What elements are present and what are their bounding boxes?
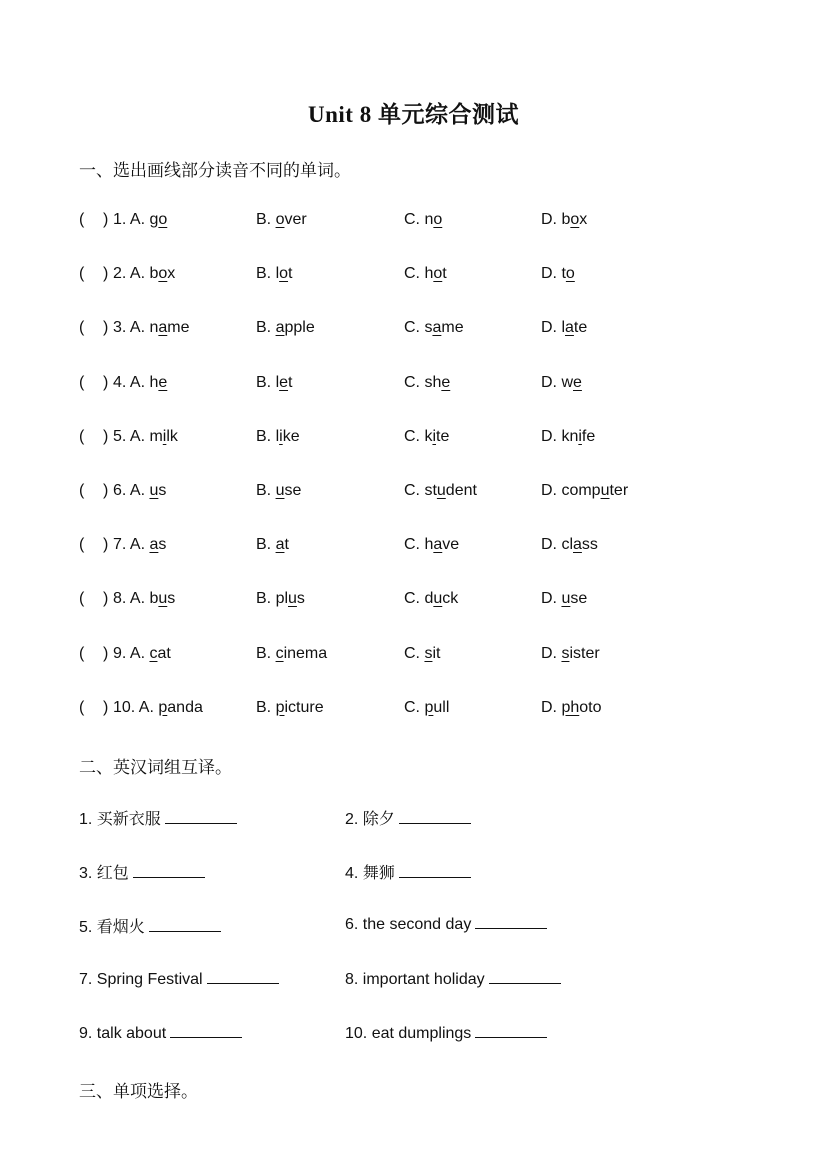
underlined-letters: u xyxy=(149,482,159,499)
phrase-right xyxy=(345,806,471,829)
underlined-letters: p xyxy=(158,698,168,716)
underlined-letters: s xyxy=(424,644,433,662)
answer-paren-open[interactable]: ( xyxy=(79,482,85,499)
phrase-text: 7. Spring Festival xyxy=(79,970,203,988)
underlined-letters: u xyxy=(433,590,443,608)
underlined-letters: i xyxy=(578,427,582,445)
underlined-letters: p xyxy=(424,698,434,716)
question-number-and-option-a: 4. A. he xyxy=(113,373,168,391)
phrase-text: 5. 看烟火 xyxy=(79,919,145,937)
answer-paren-close: ) xyxy=(103,482,109,499)
underlined-letters: o xyxy=(158,265,168,283)
option-d: D. we xyxy=(541,373,582,391)
answer-paren-close: ) xyxy=(103,265,109,283)
phrase-text: 2. 除夕 xyxy=(345,811,395,828)
answer-paren-close: ) xyxy=(103,319,109,337)
underlined-letters: e xyxy=(441,373,451,391)
underlined-letters: o xyxy=(433,211,443,228)
answer-paren-open[interactable]: ( xyxy=(79,644,85,662)
option-b: B. like xyxy=(256,427,300,445)
option-c: C. sit xyxy=(404,644,441,662)
answer-paren-open[interactable]: ( xyxy=(79,373,85,391)
underlined-letters: u xyxy=(436,482,446,499)
answer-paren-close: ) xyxy=(103,536,109,554)
option-c: C. no xyxy=(404,211,443,228)
option-b: B. plus xyxy=(256,590,305,608)
answer-blank[interactable] xyxy=(165,809,237,824)
underlined-letters: i xyxy=(279,427,283,445)
phrase-right xyxy=(345,969,561,989)
underlined-letters: e xyxy=(573,373,582,391)
phrase-text: 9. talk about xyxy=(79,1024,167,1042)
underlined-letters: o xyxy=(433,265,443,283)
answer-blank[interactable] xyxy=(399,863,471,878)
question-number-and-option-a: 1. A. go xyxy=(113,211,168,228)
underlined-letters: a xyxy=(158,319,168,337)
phrase-left xyxy=(79,860,205,883)
phrase-right xyxy=(345,1023,547,1043)
question-number-and-option-a: 3. A. name xyxy=(113,319,190,337)
underlined-letters: a xyxy=(275,536,285,554)
phrase-text: 10. eat dumplings xyxy=(345,1024,472,1042)
section-3-heading: 三、单项选择。 xyxy=(79,1082,198,1101)
underlined-letters: p xyxy=(275,698,285,716)
option-b: B. picture xyxy=(256,698,324,716)
answer-paren-open[interactable]: ( xyxy=(79,265,85,283)
answer-paren-open[interactable]: ( xyxy=(79,698,85,716)
option-d: D. computer xyxy=(541,482,629,499)
option-c: C. student xyxy=(404,482,477,499)
underlined-letters: c xyxy=(275,644,284,662)
phrase-left xyxy=(79,1023,242,1043)
option-d: D. use xyxy=(541,590,588,608)
underlined-letters: u xyxy=(158,590,168,608)
option-c: C. have xyxy=(404,536,460,554)
option-b: B. at xyxy=(256,536,289,554)
underlined-letters: a xyxy=(573,536,582,554)
phrase-text: 1. 买新衣服 xyxy=(79,811,161,828)
option-d: D. to xyxy=(541,265,575,283)
question-number-and-option-a: 10. A. panda xyxy=(113,698,203,716)
underlined-letters: i xyxy=(162,427,167,445)
option-b: B. use xyxy=(256,482,302,499)
underlined-letters: ph xyxy=(561,698,580,716)
underlined-letters: a xyxy=(432,319,442,337)
answer-paren-open[interactable]: ( xyxy=(79,211,85,228)
phrase-left xyxy=(79,969,279,989)
phrase-text: 8. important holiday xyxy=(345,970,485,988)
question-number-and-option-a: 6. A. us xyxy=(113,482,167,499)
answer-paren-open[interactable]: ( xyxy=(79,590,85,608)
underlined-letters: a xyxy=(433,536,443,554)
option-b: B. lot xyxy=(256,265,293,283)
option-d: D. class xyxy=(541,536,598,554)
option-c: C. hot xyxy=(404,265,447,283)
phrase-text: 4. 舞狮 xyxy=(345,865,395,883)
question-number-and-option-a: 5. A. milk xyxy=(113,427,178,445)
underlined-letters: u xyxy=(275,482,285,499)
answer-paren-open[interactable]: ( xyxy=(79,319,85,337)
page-title: Unit 8 单元综合测试 xyxy=(308,102,519,127)
underlined-letters: a xyxy=(565,319,574,337)
underlined-letters: o xyxy=(565,265,575,283)
phrase-left xyxy=(79,806,237,829)
underlined-letters: o xyxy=(158,211,168,228)
answer-paren-close: ) xyxy=(103,427,109,445)
phrase-text: 3. 红包 xyxy=(79,865,129,883)
underlined-letters: u xyxy=(600,482,610,499)
underlined-letters: o xyxy=(279,265,289,283)
answer-paren-close: ) xyxy=(103,698,109,716)
answer-blank[interactable] xyxy=(399,809,471,824)
answer-blank[interactable] xyxy=(207,969,279,984)
answer-paren-open[interactable]: ( xyxy=(79,536,85,554)
underlined-letters: o xyxy=(570,211,580,228)
option-b: B. apple xyxy=(256,319,315,337)
phrase-right xyxy=(345,860,471,883)
section-1-heading: 一、选出画线部分读音不同的单词。 xyxy=(79,161,351,180)
option-d: D. knife xyxy=(541,427,596,445)
underlined-letters: c xyxy=(149,644,158,662)
option-b: B. over xyxy=(256,211,307,228)
answer-paren-open[interactable]: ( xyxy=(79,427,85,445)
option-c: C. pull xyxy=(404,698,450,716)
underlined-letters: a xyxy=(149,536,159,554)
option-d: D. photo xyxy=(541,698,602,716)
option-c: C. kite xyxy=(404,427,450,445)
underlined-letters: u xyxy=(288,590,297,608)
phrase-text: 6. the second day xyxy=(345,916,472,934)
underlined-letters: e xyxy=(158,373,168,391)
option-d: D. box xyxy=(541,211,588,228)
underlined-letters: s xyxy=(561,644,570,662)
question-number-and-option-a: 8. A. bus xyxy=(113,590,176,608)
underlined-letters: a xyxy=(275,319,285,337)
phrase-left xyxy=(79,914,221,937)
option-b: B. let xyxy=(256,373,293,391)
underlined-letters: u xyxy=(561,590,571,608)
question-number-and-option-a: 2. A. box xyxy=(113,265,176,283)
answer-paren-close: ) xyxy=(103,373,109,391)
answer-blank[interactable] xyxy=(170,1023,242,1038)
underlined-letters: o xyxy=(275,211,285,228)
option-c: C. same xyxy=(404,319,464,337)
underlined-letters: e xyxy=(279,373,289,391)
option-d: D. late xyxy=(541,319,588,337)
section-2-heading: 二、英汉词组互译。 xyxy=(79,758,232,777)
option-b: B. cinema xyxy=(256,644,328,662)
phrase-right xyxy=(345,914,547,934)
answer-blank[interactable] xyxy=(149,917,221,932)
answer-paren-close: ) xyxy=(103,211,109,228)
option-c: C. duck xyxy=(404,590,459,608)
underlined-letters: i xyxy=(432,427,437,445)
option-d: D. sister xyxy=(541,644,600,662)
answer-blank[interactable] xyxy=(475,914,547,929)
question-number-and-option-a: 9. A. cat xyxy=(113,644,171,662)
answer-paren-close: ) xyxy=(103,644,109,662)
answer-blank[interactable] xyxy=(489,969,561,984)
answer-blank[interactable] xyxy=(133,863,205,878)
answer-paren-close: ) xyxy=(103,590,109,608)
answer-blank[interactable] xyxy=(475,1023,547,1038)
question-number-and-option-a: 7. A. as xyxy=(113,536,167,554)
option-c: C. she xyxy=(404,373,451,391)
